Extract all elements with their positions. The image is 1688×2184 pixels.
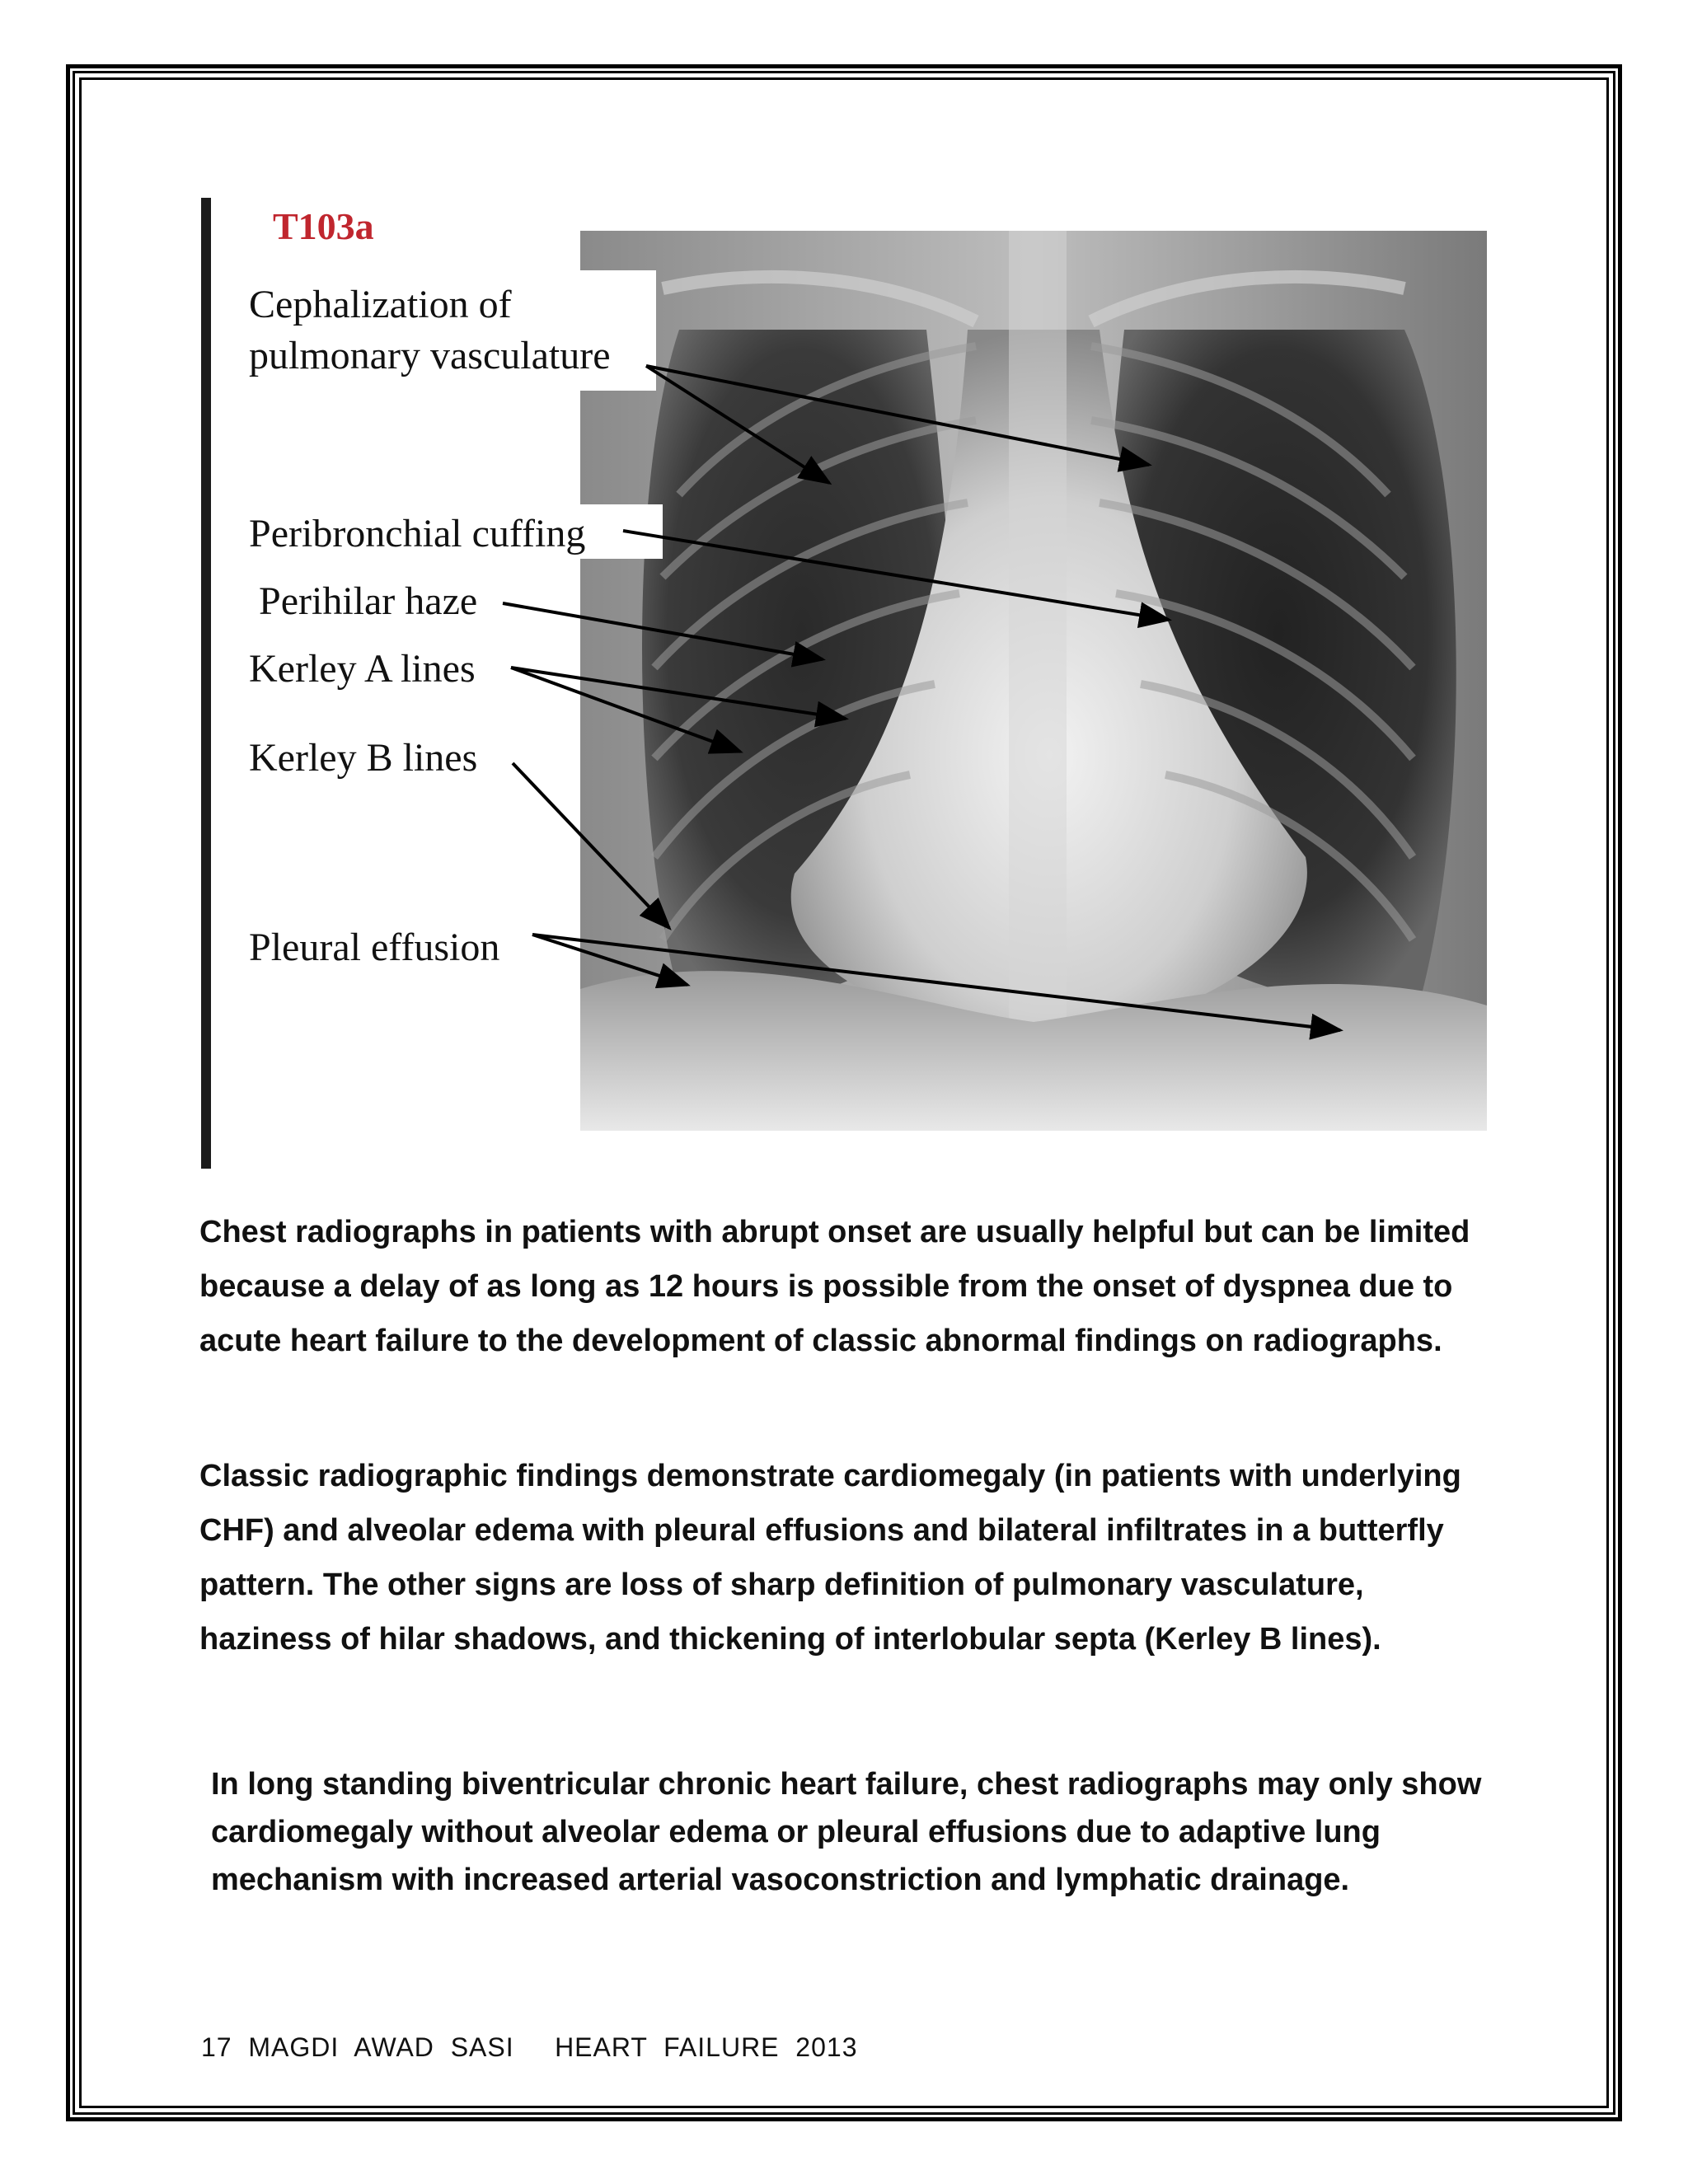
paragraph-classic-findings: Classic radiographic findings demonstrate cardiomegaly (in patients with underlying CHF) and alveolar edema with pleural effusions and bilateral infiltrates in a butterfly pattern. The other signs are loss of sharp definition of pulmonary vasculature, haziness of hilar shadows, and thickening of interlobular septa (Kerley B lines). <box>199 1459 1461 1657</box>
label-peribronchial-cuffing: Peribronchial cuffing <box>249 512 586 555</box>
paragraph-chronic-heart-failure: In long standing biventricular chronic heart failure, chest radiographs may only show cardiomegaly without alveolar edema or pleural effusions due to adaptive lung mechanism with increased arterial vasoconstriction and lymphatic drainage. <box>211 1767 1482 1897</box>
label-kerley-b-lines: Kerley B lines <box>249 736 478 780</box>
page-footer: 17 MAGDI AWAD SASI HEART FAILURE 2013 <box>201 2032 858 2062</box>
label-pleural-effusion: Pleural effusion <box>249 926 500 969</box>
label-kerley-a-lines: Kerley A lines <box>249 647 476 691</box>
chest-xray-figure <box>201 198 1487 1170</box>
label-cephalization-line2: pulmonary vasculature <box>249 334 611 377</box>
annotation-arrows <box>201 198 1487 1170</box>
figure-id: T103a <box>273 205 374 247</box>
paragraph-abrupt-onset: Chest radiographs in patients with abrupt onset are usually helpful but can be limited because a delay of as long as 12 hours is possible from the onset of dyspnea due to acute heart failure to the development of classic abnormal findings on radiographs. <box>199 1215 1470 1358</box>
label-cephalization-line1: Cephalization of <box>249 283 512 326</box>
label-perihilar-haze: Perihilar haze <box>259 579 478 623</box>
